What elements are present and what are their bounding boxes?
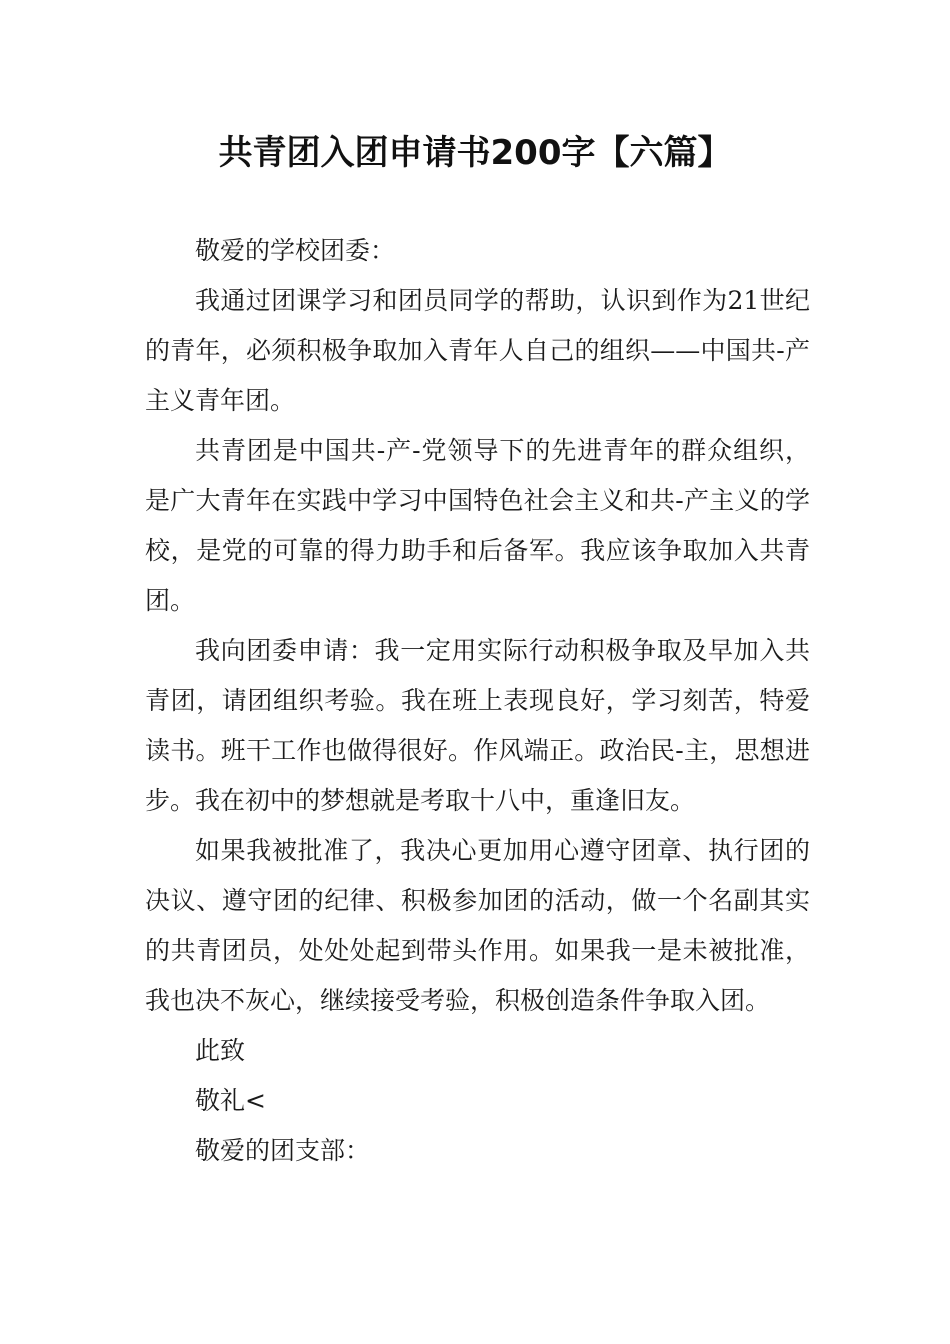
paragraph: 共青团是中国共-产-党领导下的先进青年的群众组织，是广大青年在实践中学习中国特色社会主义和共-产主义的学校，是党的可靠的得力助手和后备军。我应该争取加入共青团。 — [145, 436, 810, 615]
document-title: 共青团入团申请书200字【六篇】 — [218, 133, 732, 173]
salutation: 敬爱的学校团委： — [195, 236, 396, 265]
paragraph: 我向团委申请：我一定用实际行动积极争取及早加入共青团，请团组织考验。我在班上表现良好，学习刻苦，特爱读书。班干工作也做得很好。作风端正。政治民-主，思想进步。我在初中的梦想就是考取十八中，重逢旧友。 — [145, 636, 810, 815]
closing-line: 敬礼< — [195, 1086, 266, 1115]
paragraph: 如果我被批准了，我决心更加用心遵守团章、执行团的决议、遵守团的纪律、积极参加团的活动，做一个名副其实的共青团员，处处处起到带头作用。如果我一是未被批准，我也决不灰心，继续接受考验，积极创造条件争取入团。 — [145, 836, 810, 1015]
paragraph: 我通过团课学习和团员同学的帮助，认识到作为21世纪的青年，必须积极争取加入青年人自己的组织——中国共-产主义青年团。 — [145, 286, 810, 415]
next-salutation: 敬爱的团支部： — [195, 1136, 371, 1165]
closing-line: 此致 — [195, 1036, 246, 1065]
document-body — [145, 226, 810, 1176]
